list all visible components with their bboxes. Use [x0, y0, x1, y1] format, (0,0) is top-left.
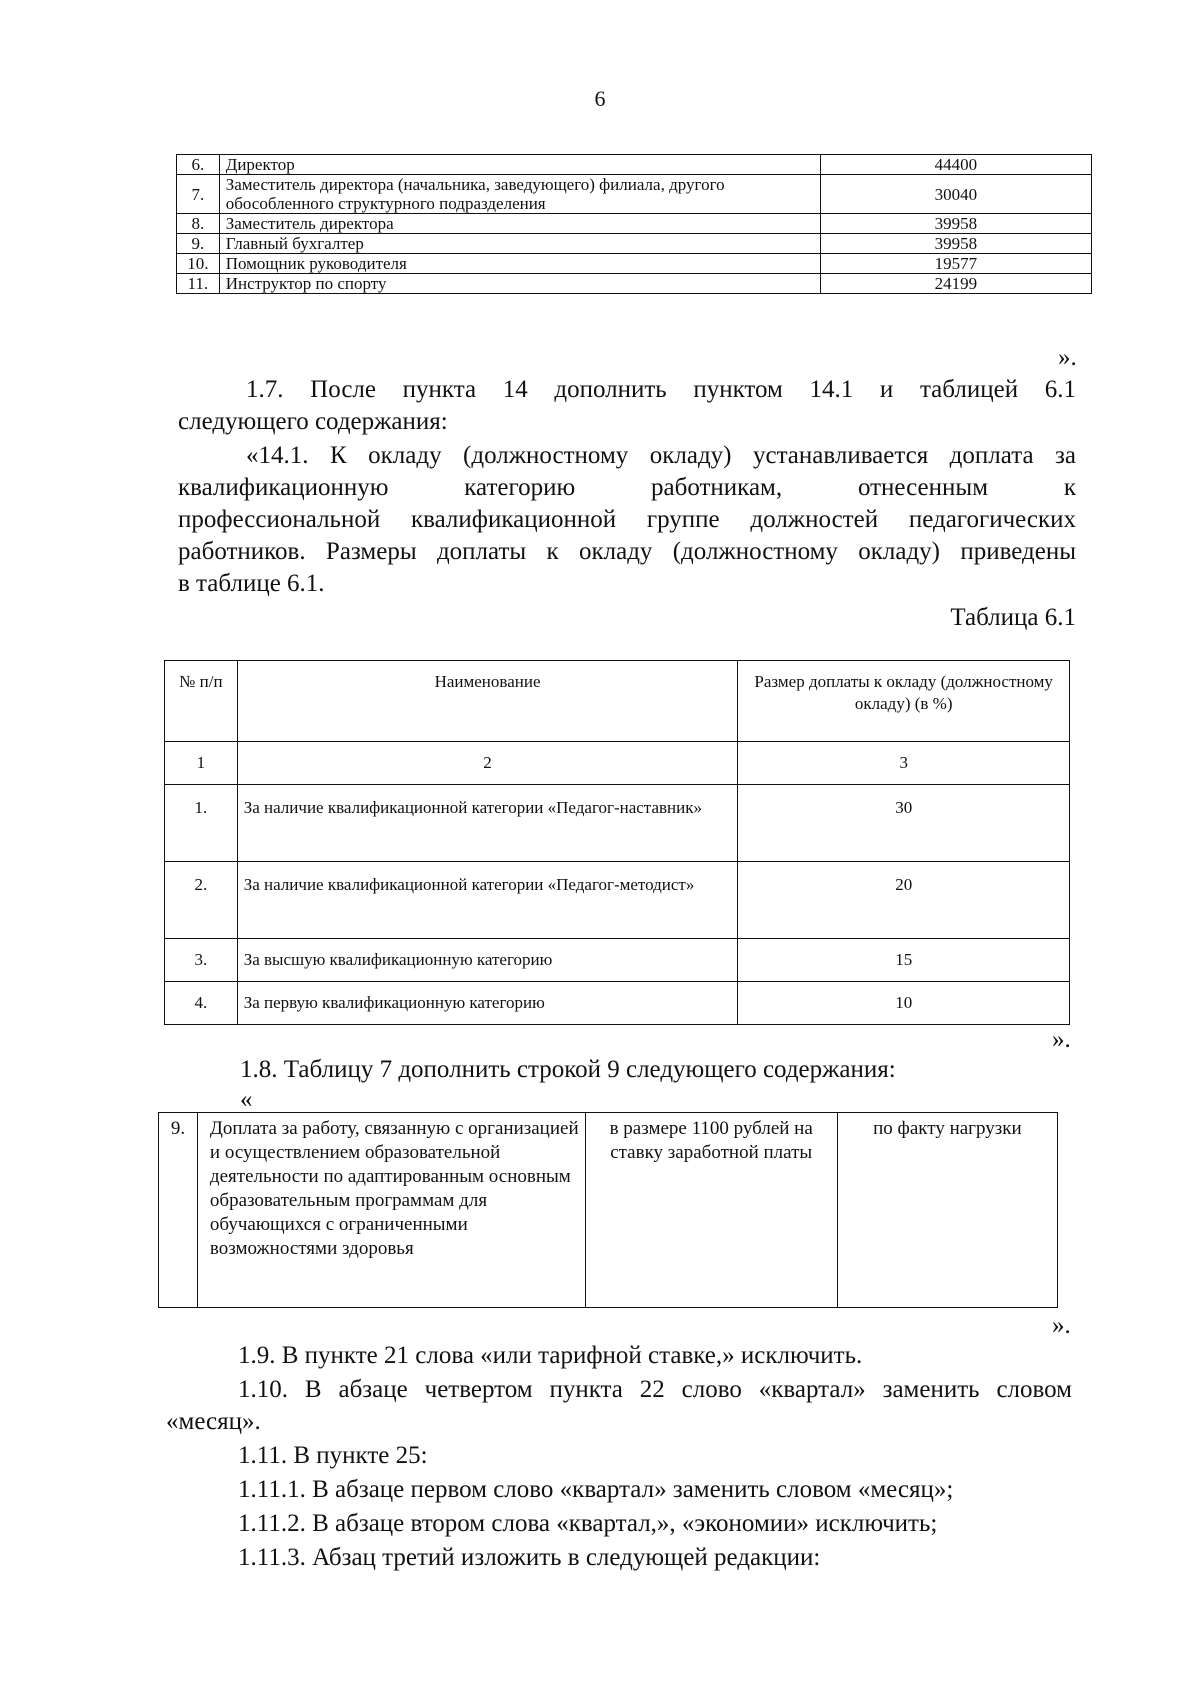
row-number: 9. — [177, 234, 220, 254]
paragraph-1-11: 1.11. В пункте 25: — [238, 1442, 428, 1469]
salary-table — [176, 154, 1092, 294]
row-value: 30 — [738, 785, 1070, 862]
row-number: 9. — [159, 1113, 198, 1308]
row-name: За наличие квалификационной категории «Педагог-наставник» — [237, 785, 738, 862]
salary-value: 39958 — [820, 234, 1091, 254]
paragraph-1-10-line2: «месяц». — [166, 1408, 261, 1435]
position-name: Директор — [219, 155, 820, 175]
table-caption: Таблица 6.1 — [950, 604, 1076, 631]
position-name: Главный бухгалтер — [219, 234, 820, 254]
table-row — [177, 155, 1092, 175]
row-number: 6. — [177, 155, 220, 175]
closing-quote: ». — [1058, 344, 1077, 371]
row-number: 11. — [177, 274, 220, 294]
paragraph-14-1-line5: в таблице 6.1. — [178, 570, 325, 597]
table-row — [177, 234, 1092, 254]
payment-basis: по факту нагрузки — [837, 1113, 1057, 1308]
row-number: 4. — [165, 982, 238, 1025]
row-number: 2. — [165, 862, 238, 939]
paragraph-1-7-line2: следующего содержания: — [178, 408, 448, 435]
index-cell: 2 — [237, 742, 738, 785]
position-name: Заместитель директора — [219, 214, 820, 234]
table-6-1 — [164, 660, 1070, 1025]
paragraph-14-1-line3: профессиональной квалификационной группе должностей педагогических — [178, 506, 1076, 533]
table-row — [177, 175, 1092, 214]
header-size: Размер доплаты к окладу (должностному окладу) (в %) — [738, 661, 1070, 742]
paragraph-1-11-2: 1.11.2. В абзаце втором слова «квартал,», «экономии» исключить; — [238, 1510, 938, 1537]
opening-quote: « — [240, 1086, 253, 1113]
salary-value: 24199 — [820, 274, 1091, 294]
table-row — [165, 862, 1070, 939]
header-name: Наименование — [237, 661, 738, 742]
table-7-row — [158, 1112, 1058, 1308]
row-name: За наличие квалификационной категории «Педагог-методист» — [237, 862, 738, 939]
table-row — [177, 214, 1092, 234]
paragraph-14-1-line4: работников. Размеры доплаты к окладу (должностному окладу) приведены — [178, 538, 1076, 565]
row-number: 8. — [177, 214, 220, 234]
row-number: 7. — [177, 175, 220, 214]
closing-quote: ». — [1052, 1312, 1071, 1339]
table-index-row — [165, 742, 1070, 785]
row-value: 20 — [738, 862, 1070, 939]
closing-quote: ». — [1052, 1026, 1071, 1053]
payment-name: Доплата за работу, связанную с организацией и осуществлением образовательной деятельности по адаптированным основным образовательным программам для обучающихся с ограниченными возможностями здоровья — [197, 1113, 585, 1308]
salary-value: 39958 — [820, 214, 1091, 234]
table-row — [165, 785, 1070, 862]
header-number: № п/п — [165, 661, 238, 742]
row-number: 1. — [165, 785, 238, 862]
paragraph-1-11-1: 1.11.1. В абзаце первом слово «квартал» заменить словом «месяц»; — [238, 1476, 954, 1503]
salary-value: 30040 — [820, 175, 1091, 214]
paragraph-14-1-line2: квалификационную категорию работникам, отнесенным к — [178, 474, 1076, 501]
paragraph-1-11-3: 1.11.3. Абзац третий изложить в следующей редакции: — [238, 1544, 821, 1571]
table-row — [159, 1113, 1058, 1308]
table-header-row — [165, 661, 1070, 742]
salary-value: 44400 — [820, 155, 1091, 175]
position-name: Инструктор по спорту — [219, 274, 820, 294]
index-cell: 1 — [165, 742, 238, 785]
row-value: 15 — [738, 939, 1070, 982]
paragraph-1-8: 1.8. Таблицу 7 дополнить строкой 9 следующего содержания: — [240, 1056, 896, 1083]
table-row — [165, 939, 1070, 982]
payment-amount: в размере 1100 рублей на ставку заработной платы — [585, 1113, 837, 1308]
position-name: Заместитель директора (начальника, заведующего) филиала, другого обособленного структурного подразделения — [219, 175, 820, 214]
salary-value: 19577 — [820, 254, 1091, 274]
page-number: 6 — [594, 86, 606, 111]
table-row — [177, 254, 1092, 274]
paragraph-1-7-line1: 1.7. После пункта 14 дополнить пунктом 14.1 и таблицей 6.1 — [246, 376, 1076, 403]
paragraph-14-1-line1: «14.1. К окладу (должностному окладу) устанавливается доплата за — [246, 442, 1076, 469]
row-number: 3. — [165, 939, 238, 982]
index-cell: 3 — [738, 742, 1070, 785]
row-name: За первую квалификационную категорию — [237, 982, 738, 1025]
table-row — [177, 274, 1092, 294]
row-name: За высшую квалификационную категорию — [237, 939, 738, 982]
paragraph-1-9: 1.9. В пункте 21 слова «или тарифной ставке,» исключить. — [238, 1342, 863, 1369]
paragraph-1-10-line1: 1.10. В абзаце четвертом пункта 22 слово «квартал» заменить словом — [238, 1376, 1072, 1403]
position-name: Помощник руководителя — [219, 254, 820, 274]
row-value: 10 — [738, 982, 1070, 1025]
table-row — [165, 982, 1070, 1025]
row-number: 10. — [177, 254, 220, 274]
